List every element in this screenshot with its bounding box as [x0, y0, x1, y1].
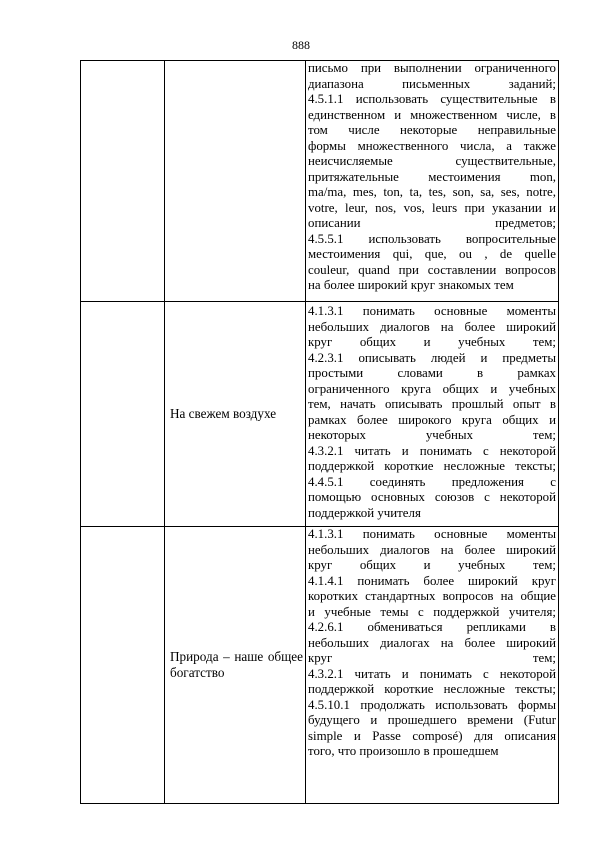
outcomes-text: [308, 302, 556, 521]
outcome-line: simple и Passe composé) для описания: [308, 728, 556, 743]
outcome-line: 4.1.4.1 понимать более широкий круг: [308, 573, 556, 588]
outcome-line: рамках более широкого круга общих и: [308, 412, 556, 427]
outcome-line: небольших диалогов на более широкий: [308, 319, 556, 334]
outcome-line: притяжательные местоимения mon,: [308, 169, 556, 184]
topic-cell: [165, 61, 306, 302]
outcome-line: круг тем;: [308, 651, 556, 665]
outcome-line: неисчисляемые существительные,: [308, 154, 556, 168]
outcome-line: 4.5.5.1 использовать вопросительные: [308, 231, 556, 246]
outcome-line: некоторых учебных тем;: [308, 428, 556, 442]
outcome-line: 4.3.2.1 читать и понимать с некоторой: [308, 443, 556, 458]
outcomes-cell: [306, 61, 559, 302]
outcome-line: небольших диалогов на более широкий: [308, 542, 556, 557]
outcome-line: единственном и множественном числе, в: [308, 107, 556, 122]
outcome-line: местоимения qui, que, ou , de quelle: [308, 247, 556, 261]
outcome-line: простыми словами в рамках: [308, 366, 556, 380]
outcome-line: votre, leur, nos, vos, leurs при указании и: [308, 200, 556, 215]
outcome-line: круг общих и учебных тем;: [308, 335, 556, 349]
outcome-line: 4.3.2.1 читать и понимать с некоторой: [308, 666, 556, 681]
outcome-line: поддержкой короткие несложные тексты;: [308, 459, 556, 473]
outcome-line: 4.5.1.1 использовать существительные в: [308, 92, 556, 106]
section-cell: [81, 61, 165, 302]
outcome-line: небольших диалогах на более широкий: [308, 635, 556, 650]
outcome-line: того, что произошло в прошедшем: [308, 744, 499, 758]
outcome-line: 4.2.6.1 обмениваться репликами в: [308, 620, 556, 634]
outcome-line: описании предметов;: [308, 216, 556, 230]
outcome-line: формы множественного числа, а также: [308, 138, 556, 153]
outcome-line: ограниченного круга общих и учебных: [308, 381, 556, 396]
outcomes-text: [308, 527, 556, 760]
outcome-line: тем, начать описывать прошлый опыт в: [308, 397, 556, 411]
curriculum-table: [80, 60, 559, 804]
outcome-line: поддержкой короткие несложные тексты;: [308, 682, 556, 696]
section-cell: [81, 302, 165, 527]
outcomes-cell: [306, 527, 559, 804]
outcome-line: письмо при выполнении ограниченного: [308, 61, 556, 75]
outcome-line: диапазона письменных заданий;: [308, 76, 556, 91]
outcome-line: 4.4.5.1 соединять предложения с: [308, 474, 556, 489]
outcome-line: и учебные темы с поддержкой учителя;: [308, 604, 556, 619]
outcome-line: том числе некоторые неправильные: [308, 123, 556, 137]
outcome-line: 4.2.3.1 описывать людей и предметы: [308, 350, 556, 365]
table-row: [81, 527, 559, 804]
topic-cell: [165, 302, 306, 527]
topic-cell: [165, 527, 306, 804]
outcome-line: помощью основных союзов с некоторой: [308, 490, 556, 504]
section-cell: [81, 527, 165, 804]
topic-text: Природа – наше общее богатство: [170, 649, 303, 680]
table-row: [81, 302, 559, 527]
table-row: [81, 61, 559, 302]
outcome-line: поддержкой учителя: [308, 505, 421, 520]
outcome-line: ma/ma, mes, ton, ta, tes, son, sa, ses, notre,: [308, 185, 556, 199]
topic-text: На свежем воздухе: [170, 406, 277, 421]
page-number: 888: [292, 38, 310, 52]
outcomes-text: [308, 61, 556, 294]
outcome-line: 4.1.3.1 понимать основные моменты: [308, 304, 556, 318]
outcomes-cell: [306, 302, 559, 527]
outcome-line: couleur, quand при составлении вопросов: [308, 262, 556, 277]
outcome-line: круг общих и учебных тем;: [308, 558, 556, 572]
outcome-line: 4.1.3.1 понимать основные моменты: [308, 527, 556, 541]
outcome-line: на более широкий круг знакомых тем: [308, 278, 514, 292]
outcome-line: 4.5.10.1 продолжать использовать формы: [308, 697, 556, 712]
outcome-line: будущего и прошедшего времени (Futur: [308, 713, 556, 727]
outcome-line: коротких стандартных вопросов на общие: [308, 589, 556, 603]
